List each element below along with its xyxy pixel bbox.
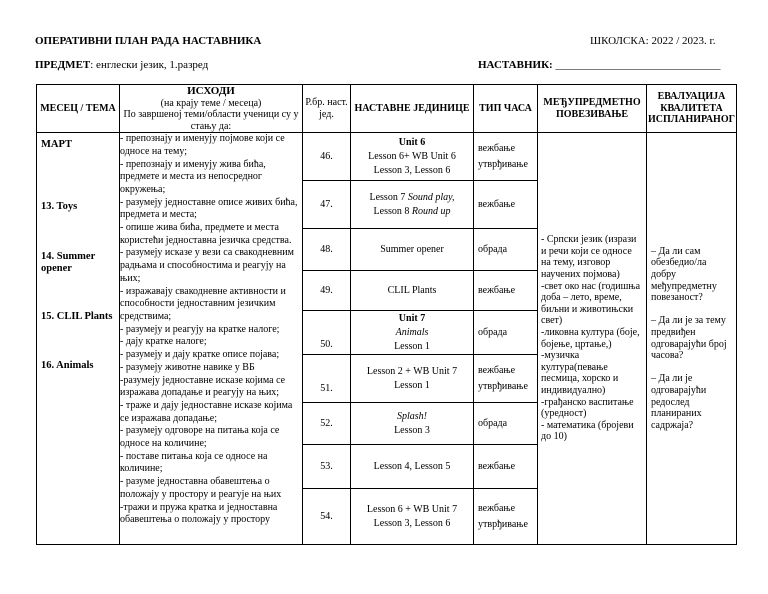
subject-value: : енглески језик, 1.разред: [90, 59, 209, 71]
col-eval: ЕВАЛУАЦИЈА КВАЛИТЕТА ИСПЛАНИРАНОГ: [647, 85, 737, 133]
lesson-type: обрада: [474, 311, 538, 355]
lesson-number: 47.: [303, 181, 351, 229]
outcome-item: -разумеју једноставне исказе којима се изражава допадање и реагују на њих;: [120, 374, 286, 399]
outcomes-sub1: (на крају теме / месеца): [160, 97, 262, 109]
lesson-number: 53.: [303, 445, 351, 489]
outcome-item: - траже и дају једноставне исказе којима се изражава допадање;: [120, 399, 293, 424]
outcome-item: - препознају и именују појмове који се односе на тему;: [120, 133, 285, 157]
cross-subject-cell: - Српски језик (изрази и речи који се односе на тему, изговор научених појмова) -свет око нас (годишња доба – лето, време, биљни и животињски свет) -ликовна култура (боје, бојење, цртање,) -музичка култура(певање песмица, хорско и индивидуално) -грађанско васпитање (уредност) - математика (бројеви до 10): [538, 133, 647, 545]
outcome-item: - разумеју и реагују на кратке налоге;: [120, 323, 280, 335]
plan-table: [36, 84, 737, 545]
theme-16: 16. Animals: [41, 360, 94, 372]
lesson-number: 49.: [303, 271, 351, 311]
outcome-item: - разумеју одговоре на питања која се односе на количине;: [120, 425, 280, 450]
col-outcomes: [120, 85, 303, 133]
outcome-item: -тражи и пружа кратка и једноставна обавештења о положају у простору: [120, 501, 278, 526]
col-month: МЕСЕЦ / ТЕМА: [37, 85, 120, 133]
lesson-unit: Lesson 6 + WB Unit 7 Lesson 3, Lesson 6: [351, 489, 474, 545]
outcomes-cell: [120, 133, 303, 545]
school-year: ШКОЛСКА: 2022 / 2023. г.: [590, 35, 716, 47]
outcome-item: - разумеју и дају кратке описе појава;: [120, 349, 280, 361]
lesson-number: 48.: [303, 229, 351, 271]
outcomes-title: ИСХОДИ: [187, 85, 235, 97]
lesson-number: 54.: [303, 489, 351, 545]
lesson-unit: Unit 6 Lesson 6+ WB Unit 6 Lesson 3, Lesson 6: [351, 133, 474, 181]
lesson-number: 52.: [303, 403, 351, 445]
lesson-unit: CLIL Plants: [351, 271, 474, 311]
evaluation-cell: – Да ли сам обезбедио/ла добру међупредметну повезаност? – Да ли је за тему предвиђен одговарајући број часова? – Да ли је одговарајући редослед планираних садржаја?: [647, 133, 737, 545]
outcome-item: - разумеју животне навике у ВБ: [120, 361, 255, 373]
outcome-item: - разуме једноставна обавештења о положају у простору и реагује на њих: [120, 476, 282, 500]
lesson-type: обрада: [474, 403, 538, 445]
teacher-value: ______________________________: [555, 59, 721, 71]
lesson-type: вежбање утврђивање: [474, 133, 538, 181]
lesson-type: обрада: [474, 229, 538, 271]
lesson-unit: Splash! Lesson 3: [351, 403, 474, 445]
col-number: Р.бр. наст. јед.: [303, 85, 351, 133]
outcomes-sub2: По завршеној теми/области ученици су у стању да:: [123, 109, 299, 132]
lesson-type: вежбање: [474, 271, 538, 311]
lesson-unit: Lesson 7 Sound play, Lesson 8 Round up: [351, 181, 474, 229]
subject-line: [35, 59, 208, 71]
lesson-type: вежбање: [474, 181, 538, 229]
theme-13: 13. Toys: [41, 201, 78, 213]
theme-14: 14. Summer opener: [41, 251, 96, 275]
lesson-unit: Lesson 4, Lesson 5: [351, 445, 474, 489]
theme-15: 15. CLIL Plants: [41, 311, 113, 323]
outcome-item: - препознају и именују жива бића, предмете и места из непосредног окружења;: [120, 158, 266, 195]
lesson-unit: Lesson 2 + WB Unit 7 Lesson 1: [351, 355, 474, 403]
lesson-type: вежбање утврђивање: [474, 355, 538, 403]
col-cross: МЕЂУПРЕДМЕТНО ПОВЕЗИВАЊЕ: [538, 85, 647, 133]
col-type: ТИП ЧАСА: [474, 85, 538, 133]
lesson-type: вежбање: [474, 445, 538, 489]
lesson-unit: Unit 7 Animals Lesson 1: [351, 311, 474, 355]
outcome-item: - разумеју једноставне описе живих бића, предмета и места;: [120, 196, 298, 221]
outcome-item: - изражавају свакодневне активности и способности једноставним језичким средствима;: [120, 285, 286, 322]
outcome-item: - дају кратке налоге;: [120, 336, 207, 348]
lesson-unit: Summer opener: [351, 229, 474, 271]
lesson-number: 51.: [303, 355, 351, 403]
outcome-item: - опишe жива бића, предмете и места користећи једноставна језичка средства.: [120, 222, 292, 246]
col-units: НАСТАВНЕ ЈЕДИНИЦЕ: [351, 85, 474, 133]
outcome-item: - разумеју исказе у вези са свакодневним радњама и способностима и реагују на њих;: [120, 247, 294, 284]
month-title: МАРТ: [41, 139, 73, 151]
header-row: [37, 85, 737, 133]
page-title: ОПЕРАТИВНИ ПЛАН РАДА НАСТАВНИКА: [35, 35, 262, 47]
teacher-line: [478, 59, 720, 71]
month-cell: [37, 133, 120, 545]
lesson-number: 46.: [303, 133, 351, 181]
lesson-number: 50.: [303, 311, 351, 355]
subject-label: ПРЕДМЕТ: [35, 59, 91, 71]
outcome-item: - поставе питања која се односе на количине;: [120, 450, 268, 475]
lesson-type: вежбање утврђивање: [474, 489, 538, 545]
teacher-label: НАСТАВНИК:: [478, 59, 553, 71]
